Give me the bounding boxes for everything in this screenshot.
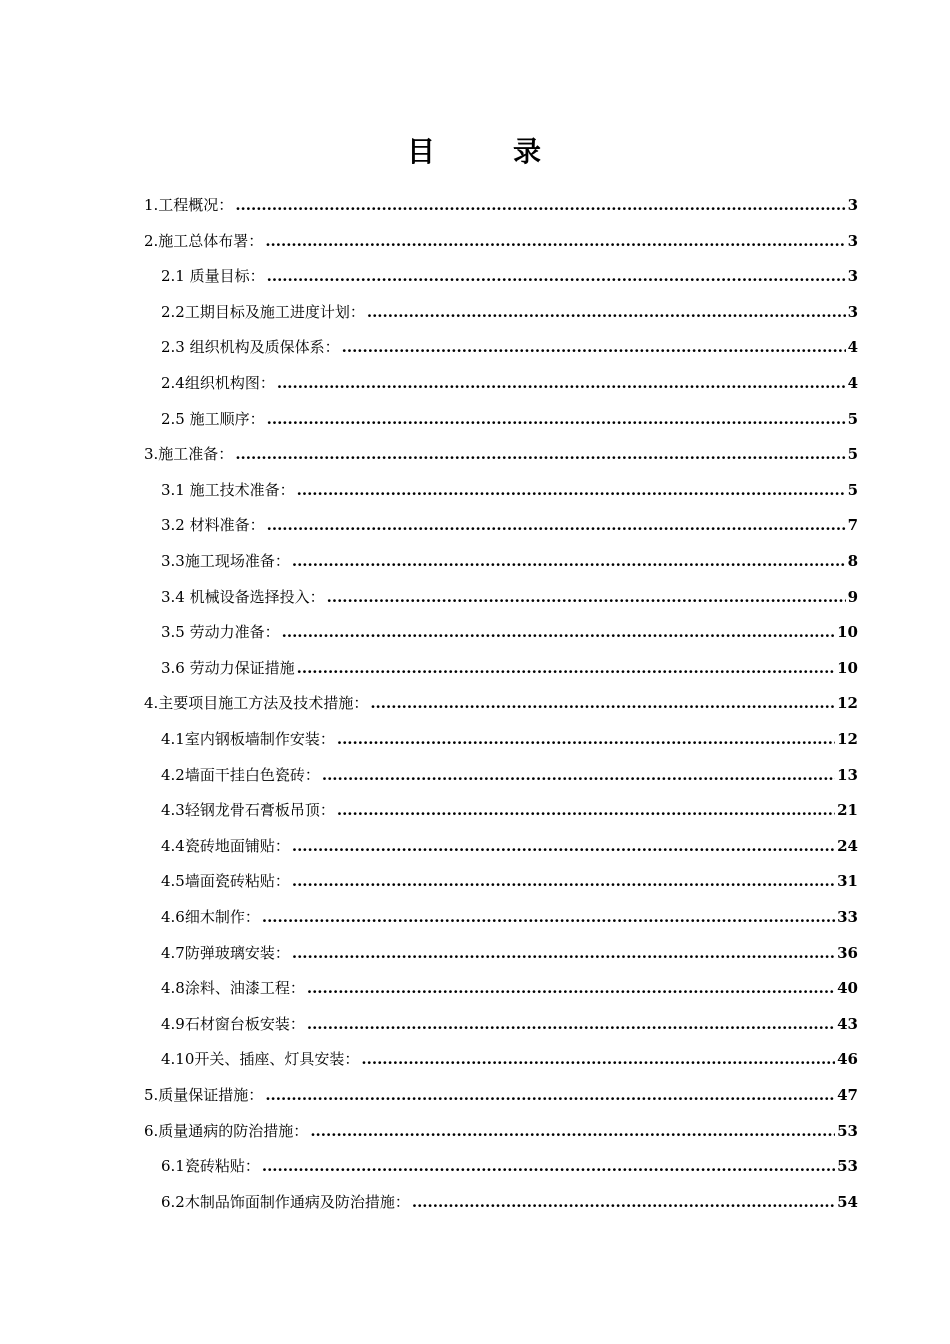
- toc-dot-leader: [262, 1148, 835, 1184]
- toc-entry[interactable]: [161, 507, 858, 543]
- toc-entry-page-number: 9: [847, 587, 858, 606]
- toc-entry-page-number: 12: [837, 730, 858, 748]
- toc-entry[interactable]: [161, 472, 858, 508]
- toc-entry-page-number: 21: [837, 801, 858, 820]
- toc-entry[interactable]: [161, 1148, 858, 1184]
- toc-entry-label: 3.5 劳动力准备：: [161, 623, 280, 642]
- toc-entry-page-number: 5: [847, 445, 858, 464]
- toc-entry[interactable]: [161, 329, 858, 365]
- toc-entry-page-number: 54: [837, 1192, 858, 1211]
- toc-dot-leader: [307, 970, 835, 1006]
- toc-dot-leader: [361, 1041, 835, 1077]
- toc-dot-leader: [292, 543, 846, 579]
- toc-entry-page-number: 31: [837, 872, 858, 891]
- toc-title-part2: 录: [513, 135, 544, 168]
- toc-entry-page-number: 4: [847, 374, 858, 392]
- toc-entry[interactable]: [161, 863, 858, 899]
- toc-entry-label: 4.1室内钢板墙制作安装：: [161, 730, 335, 748]
- toc-entry[interactable]: [144, 1077, 858, 1113]
- toc-dot-leader: [292, 935, 835, 971]
- toc-dot-leader: [265, 1077, 835, 1113]
- toc-entry-label: 6.质量通病的防治措施：: [144, 1121, 309, 1140]
- toc-dot-leader: [235, 187, 845, 223]
- toc-entry[interactable]: [161, 294, 858, 330]
- toc-entry-label: 4.7防弹玻璃安装：: [161, 943, 290, 962]
- toc-entry[interactable]: [144, 223, 858, 259]
- toc-dot-leader: [265, 223, 845, 259]
- toc-dot-leader: [342, 329, 846, 365]
- toc-dot-leader: [307, 1006, 835, 1042]
- toc-entry-label: 4.4瓷砖地面铺贴：: [161, 836, 290, 855]
- toc-dot-leader: [267, 258, 846, 294]
- toc-entry[interactable]: [161, 401, 858, 437]
- toc-entry[interactable]: [161, 579, 858, 615]
- toc-entry[interactable]: [161, 1041, 858, 1077]
- toc-entry-label: 2.2工期目标及施工进度计划：: [161, 302, 365, 321]
- toc-entry-label: 4.3轻钢龙骨石膏板吊顶：: [161, 801, 335, 820]
- toc-dot-leader: [292, 863, 835, 899]
- toc-dot-leader: [327, 579, 846, 615]
- toc-entry[interactable]: [161, 650, 858, 686]
- toc-entry[interactable]: [161, 757, 858, 793]
- toc-entry-page-number: 10: [837, 623, 858, 642]
- toc-dot-leader: [337, 792, 835, 828]
- toc-entry-page-number: 33: [837, 908, 858, 926]
- toc-entry-label: 4.10开关、插座、灯具安装：: [161, 1050, 360, 1069]
- toc-entry-label: 4.5墙面瓷砖粘贴：: [161, 872, 290, 891]
- toc-entry-page-number: 5: [847, 480, 858, 499]
- toc-entry[interactable]: [161, 258, 858, 294]
- toc-entry[interactable]: [161, 614, 858, 650]
- toc-entry-label: 3.3施工现场准备：: [161, 552, 290, 570]
- toc-dot-leader: [310, 1113, 835, 1149]
- toc-entry[interactable]: [144, 685, 858, 721]
- toc-entry-label: 6.1瓷砖粘贴：: [161, 1157, 260, 1176]
- toc-entry-page-number: 47: [837, 1086, 858, 1104]
- toc-entry-page-number: 53: [837, 1121, 858, 1140]
- toc-dot-leader: [297, 472, 846, 508]
- toc-entry[interactable]: [161, 828, 858, 864]
- toc-entry[interactable]: [144, 187, 858, 223]
- toc-entry[interactable]: [161, 721, 858, 757]
- toc-entry-label: 1.工程概况：: [144, 196, 234, 214]
- toc-dot-leader: [235, 436, 845, 472]
- toc-entry-page-number: 8: [847, 552, 858, 570]
- toc-entry-page-number: 4: [847, 338, 858, 357]
- toc-entry[interactable]: [144, 1113, 858, 1149]
- toc-entry-label: 2.施工总体布署：: [144, 231, 264, 250]
- toc-entry-page-number: 7: [847, 516, 858, 535]
- toc-entry[interactable]: [161, 1006, 858, 1042]
- toc-entry-label: 4.主要项目施工方法及技术措施：: [144, 694, 369, 713]
- toc-dot-leader: [412, 1184, 835, 1220]
- toc-title: [0, 130, 950, 170]
- toc-dot-leader: [370, 685, 835, 721]
- toc-dot-leader: [337, 721, 835, 757]
- toc-entry-page-number: 10: [837, 658, 858, 677]
- toc-title-part1: 目: [406, 135, 437, 168]
- toc-dot-leader: [292, 828, 835, 864]
- toc-entry-label: 2.5 施工顺序：: [161, 409, 265, 428]
- toc-dot-leader: [322, 757, 835, 793]
- toc-entry-label: 3.2 材料准备：: [161, 516, 265, 535]
- toc-entry-page-number: 43: [837, 1014, 858, 1033]
- toc-entry-label: 6.2木制品饰面制作通病及防治措施：: [161, 1192, 410, 1211]
- toc-dot-leader: [277, 365, 846, 401]
- toc-entry-label: 3.1 施工技术准备：: [161, 480, 295, 499]
- toc-entry[interactable]: [161, 1184, 858, 1220]
- toc-entry-label: 4.2墙面干挂白色瓷砖：: [161, 765, 320, 784]
- toc-entry-page-number: 36: [837, 943, 858, 962]
- toc-entry-page-number: 3: [847, 267, 858, 286]
- toc-entry-label: 2.1 质量目标：: [161, 267, 265, 286]
- toc-entry-page-number: 12: [837, 694, 858, 713]
- toc-entry-label: 3.施工准备：: [144, 445, 234, 464]
- toc-dot-leader: [267, 507, 846, 543]
- toc-entry[interactable]: [161, 970, 858, 1006]
- toc-entry-page-number: 53: [837, 1157, 858, 1176]
- toc-dot-leader: [262, 899, 835, 935]
- toc-entry-page-number: 46: [837, 1050, 858, 1069]
- toc-entry-label: 5.质量保证措施：: [144, 1086, 264, 1104]
- toc-entry[interactable]: [144, 436, 858, 472]
- toc-entry-page-number: 24: [837, 836, 858, 855]
- toc-dot-leader: [297, 650, 836, 686]
- toc-entry-page-number: 40: [837, 979, 858, 998]
- toc-entry-label: 2.4组织机构图：: [161, 374, 275, 392]
- toc-entry-page-number: 5: [847, 409, 858, 428]
- toc-entry-label: 2.3 组织机构及质保体系：: [161, 338, 340, 357]
- toc-dot-leader: [367, 294, 846, 330]
- toc-entry-label: 3.4 机械设备选择投入：: [161, 587, 325, 606]
- toc-entry[interactable]: [161, 792, 858, 828]
- toc-entry[interactable]: [161, 365, 858, 401]
- toc-entry-label: 4.9石材窗台板安装：: [161, 1014, 305, 1033]
- toc-entry-page-number: 3: [847, 302, 858, 321]
- toc-dot-leader: [282, 614, 836, 650]
- toc-entry-page-number: 13: [837, 765, 858, 784]
- toc-entry-label: 4.6细木制作：: [161, 908, 260, 926]
- toc-entry[interactable]: [161, 935, 858, 971]
- toc-entry-page-number: 3: [847, 196, 858, 214]
- toc-entry[interactable]: [161, 543, 858, 579]
- toc-entry-page-number: 3: [847, 231, 858, 250]
- toc-dot-leader: [267, 401, 846, 437]
- toc-entry[interactable]: [161, 899, 858, 935]
- toc-entry-label: 4.8涂料、油漆工程：: [161, 979, 305, 998]
- toc-entry-label: 3.6 劳动力保证措施: [161, 658, 295, 677]
